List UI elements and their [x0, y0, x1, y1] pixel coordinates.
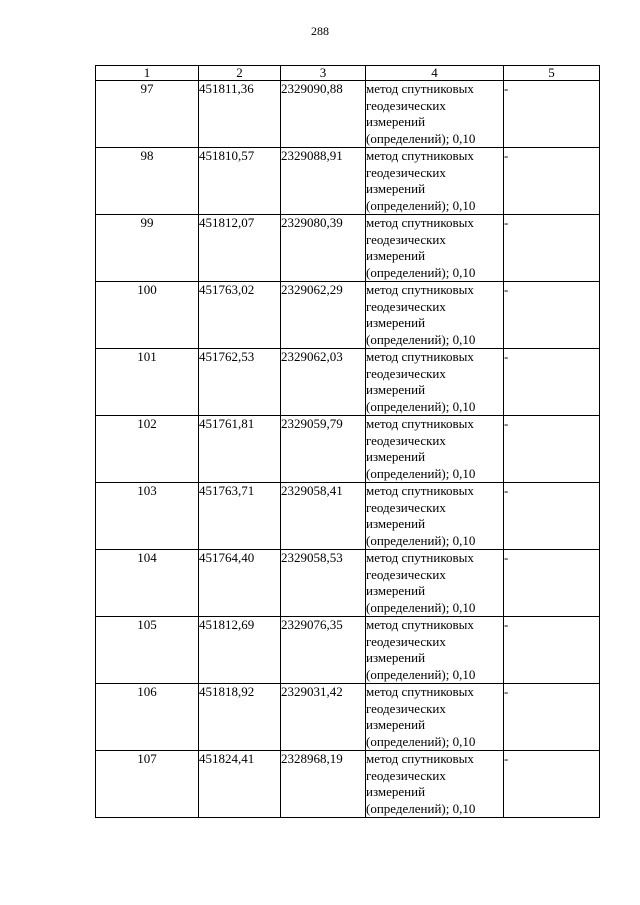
- table-row: [96, 148, 600, 215]
- note-cell: -: [504, 282, 600, 349]
- method-line: геодезических: [366, 767, 446, 783]
- method-line: измерений: [366, 315, 426, 330]
- method-line: измерений: [366, 114, 426, 129]
- y-coordinate: 2329031,42: [281, 684, 366, 751]
- method-line: измерений: [366, 650, 426, 665]
- page-number: 288: [311, 24, 329, 38]
- method-line: метод спутниковых: [366, 349, 474, 364]
- method-line: метод спутниковых: [366, 215, 474, 230]
- note-cell: -: [504, 81, 600, 148]
- method-line: метод спутниковых: [366, 416, 474, 431]
- method-cell: [366, 81, 504, 148]
- x-coordinate: 451763,02: [199, 282, 281, 349]
- coordinates-table: [95, 65, 600, 818]
- point-number: 102: [96, 416, 199, 483]
- table-row: [96, 684, 600, 751]
- method-line: метод спутниковых: [366, 148, 474, 163]
- method-line: метод спутниковых: [366, 550, 474, 565]
- method-line: геодезических: [366, 633, 446, 649]
- x-coordinate: 451763,71: [199, 483, 281, 550]
- x-coordinate: 451762,53: [199, 349, 281, 416]
- method-cell: [366, 550, 504, 617]
- point-number: 99: [96, 215, 199, 282]
- method-line: (определений); 0,10: [366, 532, 476, 548]
- table-row: [96, 81, 600, 148]
- table-body: [96, 81, 600, 818]
- x-coordinate: 451812,07: [199, 215, 281, 282]
- method-line: геодезических: [366, 499, 446, 515]
- method-line: геодезических: [366, 97, 446, 113]
- x-coordinate: 451810,57: [199, 148, 281, 215]
- method-line: измерений: [366, 516, 426, 531]
- point-number: 98: [96, 148, 199, 215]
- method-line: измерений: [366, 583, 426, 598]
- point-number: 103: [96, 483, 199, 550]
- point-number: 107: [96, 751, 199, 818]
- note-cell: -: [504, 684, 600, 751]
- table-row: [96, 416, 600, 483]
- note-cell: -: [504, 416, 600, 483]
- table-row: [96, 215, 600, 282]
- method-line: геодезических: [366, 432, 446, 448]
- note-cell: -: [504, 751, 600, 818]
- y-coordinate: 2328968,19: [281, 751, 366, 818]
- y-coordinate: 2329088,91: [281, 148, 366, 215]
- y-coordinate: 2329058,41: [281, 483, 366, 550]
- method-line: измерений: [366, 784, 426, 799]
- note-cell: -: [504, 215, 600, 282]
- table-row: [96, 349, 600, 416]
- y-coordinate: 2329090,88: [281, 81, 366, 148]
- method-cell: [366, 349, 504, 416]
- method-cell: [366, 617, 504, 684]
- note-cell: -: [504, 550, 600, 617]
- method-line: метод спутниковых: [366, 684, 474, 699]
- note-cell: -: [504, 349, 600, 416]
- y-coordinate: 2329076,35: [281, 617, 366, 684]
- method-cell: [366, 282, 504, 349]
- method-line: (определений); 0,10: [366, 197, 476, 213]
- note-cell: -: [504, 617, 600, 684]
- column-header-5: 5: [504, 66, 600, 81]
- table-row: [96, 751, 600, 818]
- x-coordinate: 451761,81: [199, 416, 281, 483]
- column-header-4: 4: [366, 66, 504, 81]
- column-header-3: 3: [281, 66, 366, 81]
- table-row: [96, 483, 600, 550]
- method-line: (определений); 0,10: [366, 733, 476, 749]
- method-line: геодезических: [366, 700, 446, 716]
- x-coordinate: 451811,36: [199, 81, 281, 148]
- y-coordinate: 2329062,29: [281, 282, 366, 349]
- note-cell: -: [504, 148, 600, 215]
- y-coordinate: 2329062,03: [281, 349, 366, 416]
- method-line: измерений: [366, 717, 426, 732]
- x-coordinate: 451812,69: [199, 617, 281, 684]
- x-coordinate: 451764,40: [199, 550, 281, 617]
- method-line: измерений: [366, 449, 426, 464]
- method-cell: [366, 751, 504, 818]
- column-header-2: 2: [199, 66, 281, 81]
- point-number: 100: [96, 282, 199, 349]
- method-line: (определений); 0,10: [366, 666, 476, 682]
- method-line: (определений); 0,10: [366, 331, 476, 347]
- point-number: 106: [96, 684, 199, 751]
- method-line: измерений: [366, 248, 426, 263]
- method-line: (определений); 0,10: [366, 599, 476, 615]
- note-cell: -: [504, 483, 600, 550]
- x-coordinate: 451824,41: [199, 751, 281, 818]
- x-coordinate: 451818,92: [199, 684, 281, 751]
- method-line: геодезических: [366, 365, 446, 381]
- y-coordinate: 2329058,53: [281, 550, 366, 617]
- method-line: (определений); 0,10: [366, 465, 476, 481]
- method-line: метод спутниковых: [366, 751, 474, 766]
- method-line: (определений); 0,10: [366, 800, 476, 816]
- method-line: метод спутниковых: [366, 81, 474, 96]
- y-coordinate: 2329059,79: [281, 416, 366, 483]
- method-cell: [366, 483, 504, 550]
- method-line: метод спутниковых: [366, 483, 474, 498]
- y-coordinate: 2329080,39: [281, 215, 366, 282]
- method-line: метод спутниковых: [366, 282, 474, 297]
- table-row: [96, 282, 600, 349]
- method-line: (определений); 0,10: [366, 398, 476, 414]
- point-number: 101: [96, 349, 199, 416]
- method-cell: [366, 215, 504, 282]
- method-line: геодезических: [366, 231, 446, 247]
- method-line: геодезических: [366, 566, 446, 582]
- point-number: 97: [96, 81, 199, 148]
- method-line: метод спутниковых: [366, 617, 474, 632]
- column-header-1: 1: [96, 66, 199, 81]
- method-line: геодезических: [366, 164, 446, 180]
- method-cell: [366, 684, 504, 751]
- table-header: [96, 66, 600, 81]
- method-cell: [366, 148, 504, 215]
- method-line: измерений: [366, 382, 426, 397]
- method-line: измерений: [366, 181, 426, 196]
- method-line: (определений); 0,10: [366, 130, 476, 146]
- point-number: 104: [96, 550, 199, 617]
- table-row: [96, 617, 600, 684]
- method-cell: [366, 416, 504, 483]
- method-line: (определений); 0,10: [366, 264, 476, 280]
- point-number: 105: [96, 617, 199, 684]
- header-row: [96, 66, 600, 81]
- table-row: [96, 550, 600, 617]
- method-line: геодезических: [366, 298, 446, 314]
